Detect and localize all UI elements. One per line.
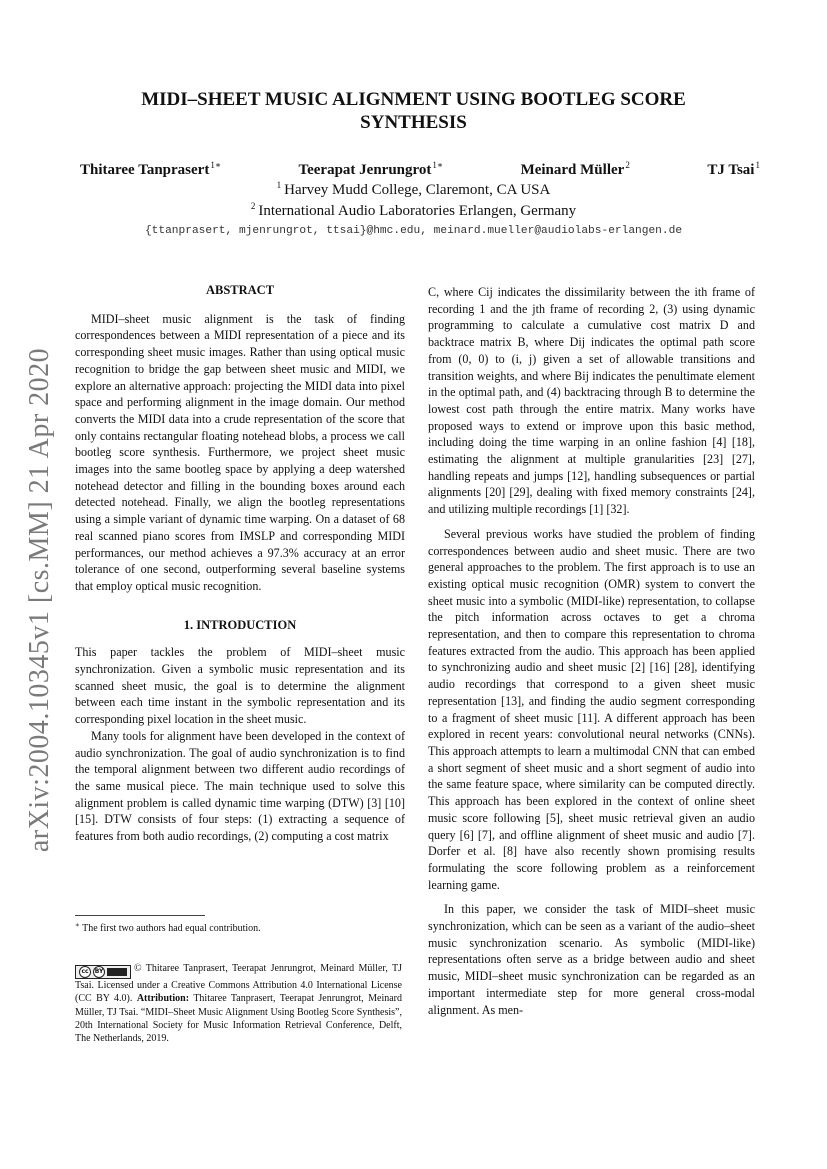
author: Teerapat Jenrungrot$^{1∗}$ bbox=[298, 160, 444, 178]
left-column bbox=[75, 282, 405, 845]
attribution-label: Attribution: bbox=[136, 993, 190, 1005]
arxiv-stamp bbox=[18, 347, 62, 853]
paper-title: MIDI–SHEET MUSIC ALIGNMENT USING BOOTLEG SCORE SYNTHESIS bbox=[141, 89, 686, 133]
cc-by-license-icon: cc BY bbox=[75, 965, 131, 979]
footnote-divider bbox=[75, 915, 205, 916]
author-emails: {ttanprasert, mjenrungrot, ttsai}@hmc.edu, meinard.mueller@audiolabs-erlangen.de bbox=[144, 225, 683, 237]
affiliation: $^1$ Harvey Mudd College, Claremont, CA USA bbox=[276, 180, 551, 198]
arxiv-stamp-text: arXiv:2004.10345v1 [cs.MM] 21 Apr 2020 bbox=[24, 347, 56, 853]
paragraph: This paper tackles the problem of MIDI–sheet music synchronization. Given a symbolic music representation and its scanned sheet music, the goal is to determine the alignment between each time instant in the symbolic representation and its corresponding pixel location in the sheet music. bbox=[75, 645, 405, 727]
paragraph: Several previous works have studied the problem of finding correspondences between audio and sheet music. There are two general approaches to the problem. The first approach is to use an existing optical music recognition (OMR) system to convert the sheet music into a symbolic (MIDI-like) representation, to collapse the pitch information across octaves to get a chroma representation, and then to compare this representation to chroma features extracted from the audio. This approach has been applied to synchronizing audio and sheet music [2] [16] [28], identifying audio recordings that correspond to a given sheet music representation [13], and finding the audio segment corresponding to a fragment of sheet music [11]. A different approach has been explored in recent years: convolutional neural networks (CNNs). This approach attempts to learn a multimodal CNN that can embed a short segment of sheet music and a short segment of audio into the same feature space, where similarity can be computed directly. This approach has been explored in the context of online sheet music score following [5], sheet music retrieval given an audio query [6] [7], and offline alignment of sheet music and audio [7]. Dorfer et al. [8] have also recently shown promising results formulating the score following problem as a reinforcement learning game. bbox=[428, 526, 755, 892]
author: Meinard Müller$^2$ bbox=[520, 160, 630, 178]
abstract-heading: ABSTRACT bbox=[205, 283, 275, 297]
license-notice: cc BY © Thitaree Tanprasert, Teerapat Jenrungrot, Meinard Müller, TJ Tsai. Licensed under a Creative Commons Attribution 4.0 International License (CC BY 4.0). Attribution: Thitaree Tanprasert, Teerapat Jenrungrot, Meinard Müller, TJ Tsai. “MIDI–Sheet Music Alignment Using Bootleg Score Synthesis”, 20th International Society for Music Information Retrieval Conference, Delft, The Netherlands, 2019. bbox=[75, 963, 402, 1045]
paragraph: In this paper, we consider the task of MIDI–sheet music synchronization, which can be seen as a variant of the audio–sheet music synchronization scenario. As symbolic (MIDI-like) representations often serve as a bridge between audio and sheet music, MIDI–sheet music synchronization can be regarded as an important intermediate step for more general cross-modal alignment. As men- bbox=[428, 902, 755, 1017]
footnote: ∗ The first two authors had equal contribution. bbox=[75, 921, 261, 934]
abstract-text: MIDI–sheet music alignment is the task of finding correspondences between a MIDI representation of a piece and its corresponding sheet music images. Rather than using optical music recognition to bridge the gap between sheet music and MIDI, we explore an alternative approach: projecting the MIDI data into pixel space and performing alignment in the image domain. Our method converts the MIDI data into a crude representation of the score that only contains rectangular floating notehead blobs, a process we call bootleg score synthesis. Furthermore, we project sheet music images into the same bootleg space by applying a deep watershed notehead detector and filling in the bounding boxes around each detected notehead. Finally, we align the bootleg representations using a simple variant of dynamic time warping. On a dataset of 68 real scanned piano scores from IMSLP and corresponding MIDI performances, our method achieves a 97.3% accuracy at an error tolerance of one second, outperforming several baseline systems that employ optical music recognition. bbox=[75, 311, 405, 593]
affiliation: $^2$ International Audio Laboratories Erlangen, Germany bbox=[250, 201, 577, 219]
author-list bbox=[80, 160, 760, 179]
right-column bbox=[428, 284, 755, 1018]
author: TJ Tsai$^1$ bbox=[707, 160, 760, 178]
paragraph: C, where Cij indicates the dissimilarity between the ith frame of recording 1 and the jth frame of recording 2, (3) using dynamic programming to calculate a cumulative cost matrix D and backtrace matrix B, where Dij indicates the optimal path score from (0, 0) to (i, j) given a set of allowable transitions and transition weights, and where Bij indicates the penultimate element in the optimal path, and (4) backtracing through B to determine the lowest cost path through the entire matrix. Many works have proposed ways to extend or improve upon this basic method, including doing the time warping in an online fashion [4] [18], estimating the alignment at multiple granularities [23] [27], handling repeats and jumps [12], handling subsequences or partial alignments [20] [29], dealing with fixed memory constraints [24], and utilizing multiple recordings [1] [32]. bbox=[428, 285, 755, 517]
section-heading: 1. INTRODUCTION bbox=[183, 617, 297, 632]
paragraph: Many tools for alignment have been developed in the context of audio synchronization. The goal of audio synchronization is to find the temporal alignment between two different audio recordings of the same musical piece. The main technique used to solve this alignment problem is called dynamic time warping (DTW) [3] [10] [15]. DTW consists of four steps: (1) extracting a sequence of features from both audio recordings, (2) computing a cost matrix bbox=[75, 728, 405, 844]
author: Thitaree Tanprasert$^{1∗}$ bbox=[80, 160, 221, 178]
